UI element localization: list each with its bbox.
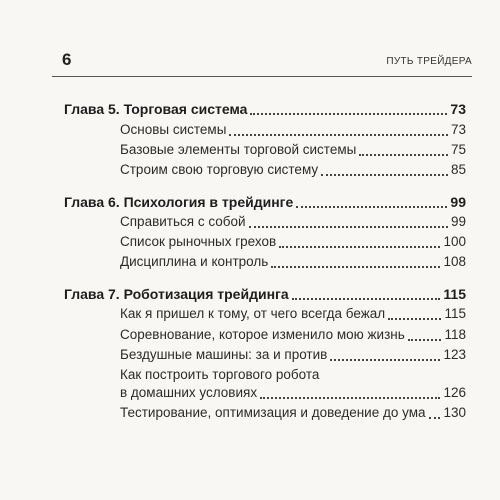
toc-item bbox=[120, 326, 466, 344]
toc-chapter-title: Глава 7. Роботизация трейдинга bbox=[64, 286, 289, 302]
toc-item-title: Тестирование, оптимизация и доведение до ума bbox=[120, 405, 426, 420]
dot-leader bbox=[359, 142, 448, 156]
toc-item-title: Строим свою торговую систему bbox=[120, 162, 319, 177]
toc-page-number: 130 bbox=[443, 405, 466, 420]
toc-item bbox=[120, 404, 466, 422]
toc-item bbox=[120, 233, 466, 251]
toc-item-title-line1: Как построить торгового робота bbox=[120, 367, 320, 382]
toc-page-number: 99 bbox=[450, 214, 466, 229]
dot-leader bbox=[260, 385, 440, 399]
toc-chapter-5 bbox=[64, 100, 466, 118]
toc-chapter-6 bbox=[64, 193, 466, 211]
toc-page-number: 73 bbox=[450, 101, 466, 117]
toc-item bbox=[120, 253, 466, 271]
toc-item bbox=[120, 213, 466, 231]
toc-page-number: 108 bbox=[443, 254, 466, 269]
toc-item-title: Базовые элементы торговой системы bbox=[120, 142, 357, 157]
toc-page-number: 115 bbox=[443, 286, 466, 302]
dot-leader bbox=[296, 194, 447, 208]
toc-page-number: 115 bbox=[444, 306, 466, 321]
toc-page-number: 126 bbox=[443, 385, 466, 400]
toc-page-number: 73 bbox=[450, 122, 466, 137]
toc-item bbox=[120, 384, 466, 402]
dot-leader bbox=[330, 347, 440, 361]
toc-item-title: Список рыночных грехов bbox=[120, 234, 277, 249]
toc-item-title: Как я пришел к тому, от чего всегда бежал bbox=[120, 306, 386, 321]
toc-item-title: Основы системы bbox=[120, 122, 227, 137]
toc-page-number: 123 bbox=[443, 347, 466, 362]
dot-leader bbox=[249, 214, 448, 228]
dot-leader bbox=[229, 122, 448, 136]
toc-page-number: 85 bbox=[450, 162, 466, 177]
toc-item-title: Соревнование, которое изменило мою жизнь bbox=[120, 327, 405, 342]
dot-leader bbox=[388, 306, 441, 320]
toc-item-title: Бездушные машины: за и против bbox=[120, 347, 328, 362]
toc-item bbox=[120, 305, 466, 323]
toc-item bbox=[120, 346, 466, 364]
dot-leader bbox=[292, 286, 441, 300]
toc-page-number: 118 bbox=[444, 327, 466, 342]
toc-item bbox=[120, 161, 466, 179]
toc-page-number: 99 bbox=[450, 194, 466, 210]
toc-page-number: 100 bbox=[443, 234, 466, 249]
dot-leader bbox=[429, 405, 441, 419]
toc-page-number: 75 bbox=[450, 142, 466, 157]
page-number: 6 bbox=[62, 50, 72, 69]
toc-chapter-title: Глава 6. Психология в трейдинге bbox=[64, 194, 294, 210]
toc-chapter-7 bbox=[64, 285, 466, 303]
toc-item-title: в домашних условиях bbox=[120, 385, 258, 400]
toc-item-title: Дисциплина и контроль bbox=[120, 254, 269, 269]
dot-leader bbox=[250, 101, 447, 115]
toc-item bbox=[120, 121, 466, 139]
running-title: ПУТЬ ТРЕЙДЕРА bbox=[386, 56, 472, 67]
toc-chapter-title: Глава 5. Торговая система bbox=[64, 101, 248, 117]
dot-leader bbox=[271, 254, 440, 268]
toc-item-title: Справиться с собой bbox=[120, 214, 246, 229]
toc-item bbox=[120, 141, 466, 159]
dot-leader bbox=[321, 162, 448, 176]
dot-leader bbox=[279, 234, 440, 248]
dot-leader bbox=[408, 327, 442, 341]
